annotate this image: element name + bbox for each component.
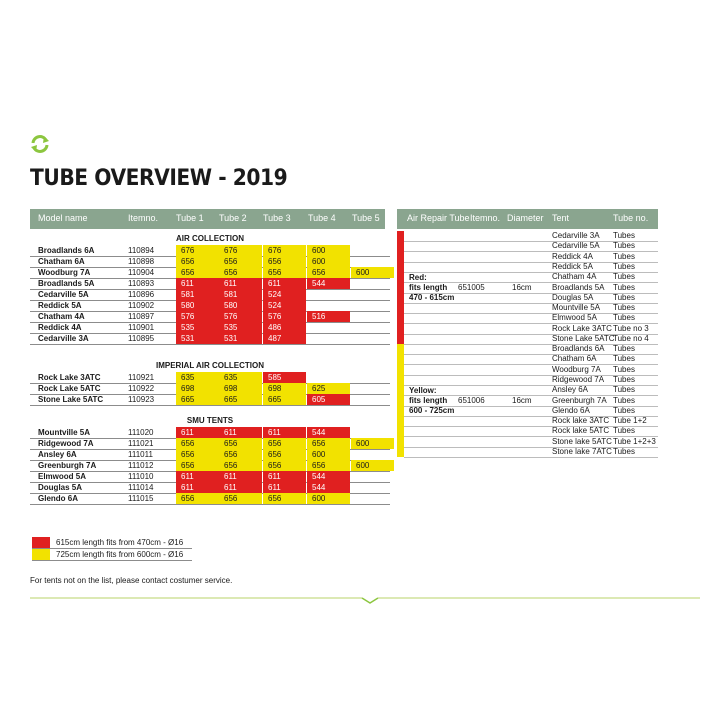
tube-length-cell: 676 <box>176 245 219 256</box>
tube-length-cell: 656 <box>219 493 262 504</box>
legend-swatch <box>32 549 50 560</box>
tube-length-cell: 625 <box>307 383 350 394</box>
tube-length-cell: 611 <box>263 471 306 482</box>
item-number: 111010 <box>128 472 154 481</box>
right-table-header <box>397 209 658 229</box>
tube-length-cell: 611 <box>219 427 262 438</box>
col-tube-no: Tube no. <box>613 213 649 223</box>
tube-length-cell: 656 <box>219 460 262 471</box>
tent-name: Ansley 6A <box>552 385 589 395</box>
tube-length-cell: 611 <box>176 278 219 289</box>
tent-name: Reddick 4A <box>552 251 593 261</box>
col-tube1: Tube 1 <box>176 213 204 223</box>
footer-note: For tents not on the list, please contact costumer service. <box>30 576 233 585</box>
tube-length-cell: 486 <box>263 322 306 333</box>
tube-length-cell: 698 <box>263 383 306 394</box>
tube-no: Tubes <box>613 364 635 374</box>
tube-length-cell: 535 <box>219 322 262 333</box>
model-name: Chatham 6A <box>38 257 85 266</box>
color-band-red <box>397 231 404 344</box>
tube-length-cell: 576 <box>219 311 262 322</box>
tube-no: Tubes <box>613 261 635 271</box>
tube-length-cell: 611 <box>219 278 262 289</box>
tube-no: Tubes <box>613 354 635 364</box>
tube-length-cell: 656 <box>219 438 262 449</box>
item-number: 110923 <box>128 395 155 404</box>
tube-length-cell: 656 <box>219 449 262 460</box>
tube-no: Tubes <box>613 395 635 405</box>
tube-length-cell: 600 <box>307 493 350 504</box>
tube-no: Tubes <box>613 282 635 292</box>
tube-length-cell: 611 <box>176 427 219 438</box>
tube-length-cell: 656 <box>176 438 219 449</box>
model-name: Glendo 6A <box>38 494 79 503</box>
tube-length-cell: 581 <box>219 289 262 300</box>
tent-name: Broadlands 5A <box>552 282 605 292</box>
col-tube4: Tube 4 <box>308 213 336 223</box>
tube-length-cell: 611 <box>176 471 219 482</box>
tent-name: Cedarville 5A <box>552 241 600 251</box>
tube-length-cell: 600 <box>351 460 394 471</box>
item-number: 111014 <box>128 483 154 492</box>
tube-length-cell: 544 <box>307 471 350 482</box>
model-name: Rock Lake 3ATC <box>38 373 101 382</box>
tube-length-cell: 576 <box>263 311 306 322</box>
tube-length-cell: 544 <box>307 482 350 493</box>
table-row <box>30 394 390 406</box>
tube-no: Tubes <box>613 231 635 240</box>
tube-length-cell: 544 <box>307 427 350 438</box>
model-name: Mountville 5A <box>38 428 91 437</box>
tube-length-cell: 580 <box>219 300 262 311</box>
tube-length-cell: 656 <box>307 460 350 471</box>
tube-no: Tube no 3 <box>613 323 649 333</box>
repair-diameter: 16cm <box>512 282 532 292</box>
tent-name: Glendo 6A <box>552 405 590 415</box>
bottom-divider <box>30 590 700 606</box>
repair-tube-label: 600 - 725cm <box>409 405 455 415</box>
model-name: Broadlands 6A <box>38 246 95 255</box>
tube-no: Tubes <box>613 292 635 302</box>
tube-length-cell: 611 <box>263 427 306 438</box>
tent-name: Chatham 6A <box>552 354 597 364</box>
tube-length-cell: 635 <box>219 372 262 383</box>
tube-length-cell: 635 <box>176 372 219 383</box>
tube-length-cell: 656 <box>219 267 262 278</box>
item-number: 110896 <box>128 290 155 299</box>
tube-length-cell: 544 <box>307 278 350 289</box>
legend-text: 615cm length fits from 470cm - Ø16 <box>56 538 184 547</box>
tube-length-cell: 656 <box>263 267 306 278</box>
tent-name: Woodburg 7A <box>552 364 601 374</box>
col-tube2: Tube 2 <box>219 213 247 223</box>
col-tube3: Tube 3 <box>263 213 291 223</box>
tent-name: Stone lake 5ATC <box>552 436 612 446</box>
item-number: 110921 <box>128 373 155 382</box>
model-name: Douglas 5A <box>38 483 83 492</box>
left-table-header <box>30 209 385 229</box>
recycle-arrows-icon <box>30 134 50 154</box>
legend-item <box>32 549 192 561</box>
tube-length-cell: 698 <box>176 383 219 394</box>
item-number: 111012 <box>128 461 154 470</box>
tube-length-cell: 698 <box>219 383 262 394</box>
item-number: 110897 <box>128 312 155 321</box>
model-name: Ansley 6A <box>38 450 77 459</box>
repair-tube-label: Yellow: <box>409 385 437 395</box>
tube-length-cell: 611 <box>219 482 262 493</box>
tent-name: Rock Lake 3ATC <box>552 323 612 333</box>
model-name: Cedarville 3A <box>38 334 89 343</box>
tent-name: Rock lake 5ATC <box>552 426 610 436</box>
col-model-name: Model name <box>38 213 88 223</box>
tent-name: Elmwood 5A <box>552 313 597 323</box>
repair-item-number: 651005 <box>458 282 485 292</box>
tube-no: Tubes <box>613 405 635 415</box>
repair-tube-label: Red: <box>409 272 427 282</box>
tube-length-cell: 611 <box>263 278 306 289</box>
tent-name: Cedarville 3A <box>552 231 600 240</box>
item-number: 110902 <box>128 301 155 310</box>
tube-length-cell: 656 <box>263 438 306 449</box>
item-number: 111011 <box>128 450 153 459</box>
tube-no: Tubes <box>613 251 635 261</box>
tube-length-cell: 600 <box>307 256 350 267</box>
item-number: 110898 <box>128 257 155 266</box>
repair-item-number: 651006 <box>458 395 485 405</box>
tube-length-cell: 656 <box>263 460 306 471</box>
model-name: Ridgewood 7A <box>38 439 94 448</box>
tube-length-cell: 576 <box>176 311 219 322</box>
tube-length-cell: 600 <box>351 438 394 449</box>
tube-no: Tube no 4 <box>613 334 649 343</box>
tube-length-cell: 605 <box>307 394 350 405</box>
tube-no: Tubes <box>613 313 635 323</box>
item-number: 111015 <box>128 494 154 503</box>
item-number: 110901 <box>128 323 155 332</box>
model-name: Reddick 4A <box>38 323 82 332</box>
tube-length-cell: 665 <box>263 394 306 405</box>
col-tube5: Tube 5 <box>352 213 380 223</box>
model-name: Rock Lake 5ATC <box>38 384 101 393</box>
tube-no: Tubes <box>613 385 635 395</box>
tube-length-cell: 656 <box>176 493 219 504</box>
legend-text: 725cm length fits from 600cm - Ø16 <box>56 550 184 559</box>
tube-no: Tubes <box>613 272 635 282</box>
tent-name: Chatham 4A <box>552 272 597 282</box>
tube-length-cell: 580 <box>176 300 219 311</box>
item-number: 110894 <box>128 246 155 255</box>
color-band-yellow <box>397 344 404 457</box>
model-name: Cedarville 5A <box>38 290 89 299</box>
model-name: Woodburg 7A <box>38 268 91 277</box>
tube-length-cell: 600 <box>307 449 350 460</box>
tube-length-cell: 611 <box>176 482 219 493</box>
repair-tube-label: 470 - 615cm <box>409 292 455 302</box>
item-number: 110922 <box>128 384 155 393</box>
tube-length-cell: 656 <box>307 438 350 449</box>
model-name: Reddick 5A <box>38 301 82 310</box>
tube-no: Tubes <box>613 447 635 456</box>
tent-name: Rock lake 3ATC <box>552 416 610 426</box>
tube-length-cell: 600 <box>307 245 350 256</box>
tube-length-cell: 665 <box>219 394 262 405</box>
col-air-repair-tube: Air Repair Tube <box>407 213 470 223</box>
tube-length-cell: 656 <box>263 493 306 504</box>
tent-name: Douglas 5A <box>552 292 594 302</box>
tube-no: Tubes <box>613 344 635 353</box>
tent-name: Greenburgh 7A <box>552 395 607 405</box>
tube-no: Tubes <box>613 303 635 313</box>
page-title: TUBE OVERVIEW - 2019 <box>30 166 288 191</box>
legend-item <box>32 537 192 549</box>
tent-name: Mountville 5A <box>552 303 601 313</box>
tube-length-cell: 665 <box>176 394 219 405</box>
tent-name: Stone lake 7ATC <box>552 447 612 456</box>
tube-length-cell: 656 <box>176 256 219 267</box>
item-number: 110895 <box>128 334 155 343</box>
section-title: IMPERIAL AIR COLLECTION <box>156 361 264 370</box>
tube-length-cell: 676 <box>219 245 262 256</box>
tube-no: Tubes <box>613 374 635 384</box>
tube-length-cell: 524 <box>263 300 306 311</box>
tube-length-cell: 676 <box>263 245 306 256</box>
tube-no: Tubes <box>613 241 635 251</box>
tent-name: Reddick 5A <box>552 261 593 271</box>
tube-length-cell: 656 <box>176 460 219 471</box>
model-name: Elmwood 5A <box>38 472 87 481</box>
model-name: Broadlands 5A <box>38 279 95 288</box>
tube-length-cell: 531 <box>176 333 219 344</box>
tube-length-cell: 656 <box>176 449 219 460</box>
tube-length-cell: 656 <box>307 267 350 278</box>
table-row <box>30 493 390 505</box>
tube-length-cell: 656 <box>263 256 306 267</box>
tube-length-cell: 581 <box>176 289 219 300</box>
model-name: Greenburgh 7A <box>38 461 97 470</box>
tube-length-cell: 656 <box>176 267 219 278</box>
col-tent: Tent <box>552 213 570 223</box>
tube-length-cell: 487 <box>263 333 306 344</box>
item-number: 111021 <box>128 439 154 448</box>
tube-length-cell: 585 <box>263 372 306 383</box>
tube-no: Tube 1+2 <box>613 416 647 426</box>
tent-row <box>404 447 658 458</box>
item-number: 110904 <box>128 268 155 277</box>
tube-length-cell: 611 <box>263 482 306 493</box>
tube-length-cell: 535 <box>176 322 219 333</box>
col-diameter: Diameter <box>507 213 544 223</box>
tube-length-cell: 656 <box>263 449 306 460</box>
tube-length-cell: 531 <box>219 333 262 344</box>
col-r-itemno: Itemno. <box>470 213 501 223</box>
legend-swatch <box>32 537 50 548</box>
tent-name: Broadlands 6A <box>552 344 605 353</box>
table-row <box>30 333 390 345</box>
tube-length-cell: 524 <box>263 289 306 300</box>
item-number: 110893 <box>128 279 155 288</box>
repair-diameter: 16cm <box>512 395 532 405</box>
col-itemno: Itemno. <box>128 213 159 223</box>
repair-tube-label: fits length <box>409 282 448 292</box>
item-number: 111020 <box>128 428 154 437</box>
tube-no: Tube 1+2+3 <box>613 436 656 446</box>
tent-name: Stone Lake 5ATC <box>552 334 615 343</box>
tube-length-cell: 516 <box>307 311 350 322</box>
tent-name: Ridgewood 7A <box>552 374 605 384</box>
tube-no: Tubes <box>613 426 635 436</box>
repair-tube-label: fits length <box>409 395 448 405</box>
model-name: Chatham 4A <box>38 312 85 321</box>
tube-length-cell: 600 <box>351 267 394 278</box>
tube-length-cell: 611 <box>219 471 262 482</box>
section-title: SMU TENTS <box>186 416 234 425</box>
model-name: Stone Lake 5ATC <box>38 395 104 404</box>
tube-length-cell: 656 <box>219 256 262 267</box>
section-title: AIR COLLECTION <box>176 234 244 243</box>
